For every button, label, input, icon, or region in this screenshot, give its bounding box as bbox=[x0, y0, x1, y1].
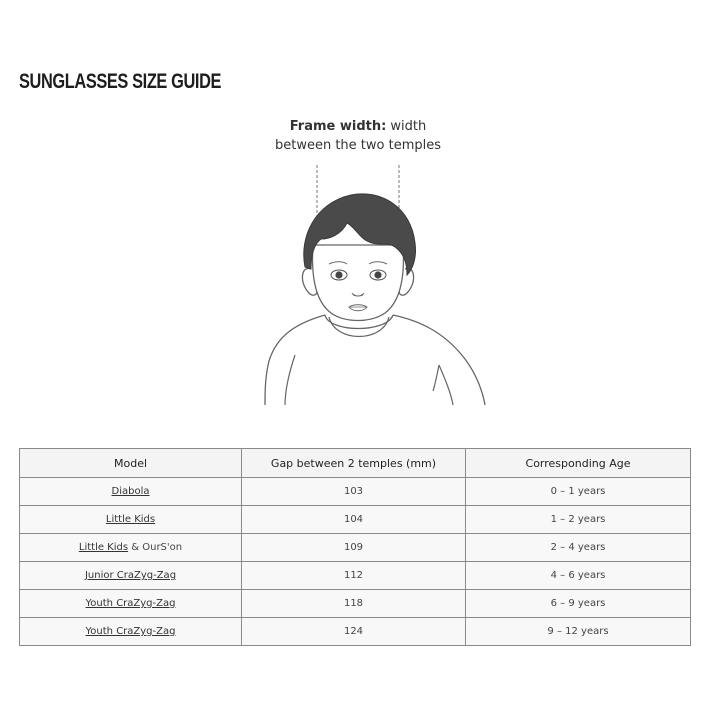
table-row bbox=[20, 534, 691, 562]
header-gap: Gap between 2 temples (mm) bbox=[242, 449, 466, 478]
frame-width-caption bbox=[208, 117, 508, 155]
age-cell: 2 – 4 years bbox=[466, 534, 691, 562]
table-row bbox=[20, 506, 691, 534]
gap-cell: 104 bbox=[242, 506, 466, 534]
model-link[interactable]: Junior CraZyg-Zag bbox=[84, 570, 177, 581]
gap-cell: 118 bbox=[242, 590, 466, 618]
model-cell bbox=[20, 506, 242, 534]
model-cell bbox=[20, 478, 242, 506]
model-cell bbox=[20, 562, 242, 590]
page-title: SUNGLASSES SIZE GUIDE bbox=[19, 70, 222, 93]
table-header-row bbox=[20, 449, 691, 478]
mouth bbox=[349, 305, 367, 311]
header-age: Corresponding Age bbox=[466, 449, 691, 478]
sweater bbox=[265, 315, 325, 405]
age-cell: 0 – 1 years bbox=[466, 478, 691, 506]
caption-line2: between the two temples bbox=[274, 138, 442, 153]
model-link[interactable]: Little Kids bbox=[105, 514, 156, 525]
child-illustration bbox=[255, 165, 495, 415]
table-row bbox=[20, 478, 691, 506]
table-row bbox=[20, 590, 691, 618]
gap-cell: 112 bbox=[242, 562, 466, 590]
size-table bbox=[19, 448, 691, 646]
model-cell bbox=[20, 590, 242, 618]
gap-cell: 103 bbox=[242, 478, 466, 506]
model-cell bbox=[20, 618, 242, 646]
age-cell: 1 – 2 years bbox=[466, 506, 691, 534]
header-model: Model bbox=[20, 449, 242, 478]
caption-rest: width bbox=[386, 119, 427, 134]
model-suffix: & OurS'on bbox=[128, 542, 183, 553]
model-cell bbox=[20, 534, 242, 562]
age-cell: 9 – 12 years bbox=[466, 618, 691, 646]
age-cell: 6 – 9 years bbox=[466, 590, 691, 618]
table-row bbox=[20, 618, 691, 646]
caption-bold: Frame width: bbox=[289, 119, 387, 134]
model-link[interactable]: Youth CraZyg-Zag bbox=[85, 626, 176, 637]
table-row bbox=[20, 562, 691, 590]
model-link[interactable]: Diabola bbox=[111, 486, 150, 497]
age-cell: 4 – 6 years bbox=[466, 562, 691, 590]
model-link[interactable]: Little Kids bbox=[78, 542, 129, 553]
gap-cell: 109 bbox=[242, 534, 466, 562]
gap-cell: 124 bbox=[242, 618, 466, 646]
model-link[interactable]: Youth CraZyg-Zag bbox=[85, 598, 176, 609]
